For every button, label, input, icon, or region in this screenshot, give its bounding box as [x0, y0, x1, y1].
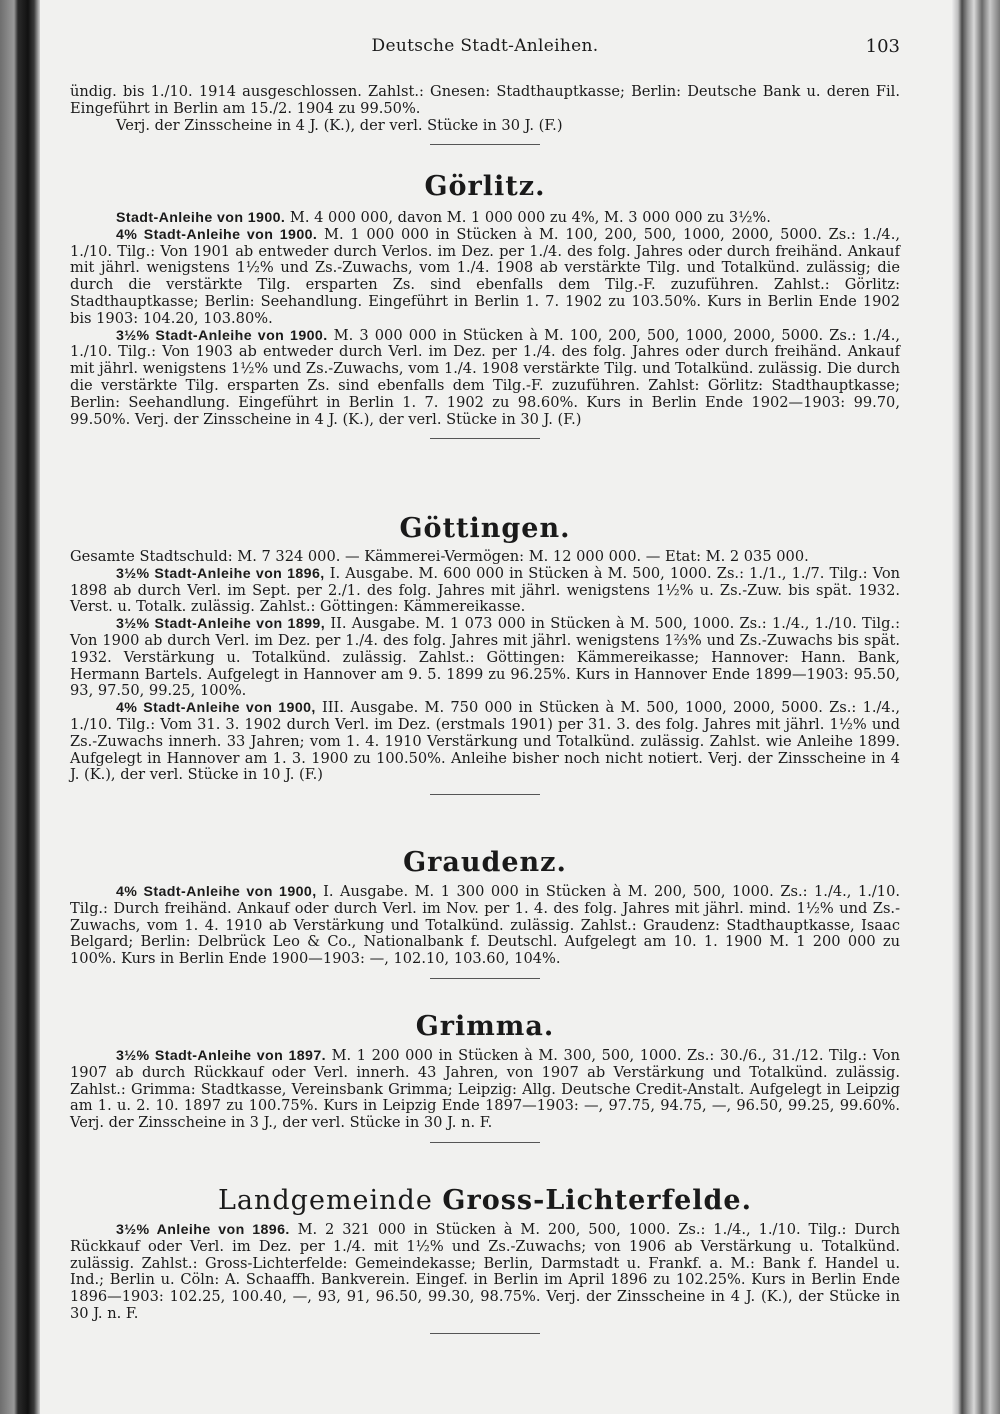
entry-paragraph — [70, 227, 900, 328]
section-divider — [430, 794, 540, 795]
entry-label: 4% Stadt-Anleihe von 1900, — [116, 700, 316, 717]
section-grimma — [70, 1012, 900, 1143]
entry-label: 3½% Stadt-Anleihe von 1899, — [116, 616, 326, 633]
page-number: 103 — [865, 36, 900, 57]
city-heading: Görlitz. — [424, 171, 546, 202]
entry-label: 3½% Stadt-Anleihe von 1896, — [116, 565, 325, 582]
intro-paragraph-2: Verj. der Zinsscheine in 4 J. (K.), der verl. Stücke in 30 J. (F.) — [116, 116, 563, 134]
entry-text: M. 4 000 000, davon M. 1 000 000 zu 4%, M. 3 000 000 zu 3½%. — [285, 209, 771, 226]
entry-text: M. 1 200 000 in Stücken à M. 300, 500, 1000. Zs.: 30./6., 31./12. Tilg.: Von 1907 ab durch Rückkauf oder Verl. innerh. 43 Jahren, von 1907 ab Verstärkung und Totalkünd. zulässig. Zahlst.: Grimma: Stadtkasse, Vereinsbank Grimma; Leipzig: Allg. Deutsche Credit-Anstalt. Aufgelegt in Leipzig am 1. u. 2. 10. 1897 zu 100.75%. Kurs in Leipzig Ende 1897—1903: —, 97.75, 94.75, —, 96.50, 99.25, 99.60%. Verj. der Zinsscheine in 3 J., der verl. Stücke in 30 J. n. F. — [70, 1047, 900, 1132]
city-prefix: Landgemeinde — [217, 1185, 433, 1216]
entry-paragraph — [70, 566, 900, 616]
scan-right-edge — [952, 0, 1000, 1414]
entry-paragraph — [70, 616, 900, 700]
entry-text: M. 2 321 000 in Stücken à M. 200, 500, 1000. Zs.: 1./4., 1./10. Tilg.: Durch Rückkauf oder Verl. im Dez. per 1./4. mit 1½% und Zs.-Zuwachs; von 1906 ab Verstärkung u. Totalkünd. zulässig. Zahlst.: Gross-Lichterfelde: Gemeindekasse; Berlin, Darmstadt u. Frankf. a. M.: Bank f. Handel u. Ind.; Berlin u. Cöln: A. Schaaffh. Bankverein. Eingef. in Berlin im April 1896 zu 102.25%. Kurs in Berlin Ende 1896—1903: 102.25, 100.40, —, 93, 91, 96.50, 99.30, 98.75%. Verj. der Zinsscheine in 4 J. (K.), der Stücke in 30 J. n. F. — [70, 1221, 900, 1322]
scan-left-edge — [0, 0, 40, 1414]
entry-label: 4% Stadt-Anleihe von 1900, — [116, 884, 317, 900]
entry-label: 3½% Stadt-Anleihe von 1900. — [116, 327, 328, 344]
entry-label: 4% Stadt-Anleihe von 1900. — [116, 226, 318, 243]
section-graudenz — [70, 848, 900, 979]
entry-text: M. 1 000 000 in Stücken à M. 100, 200, 500, 1000, 2000, 5000. Zs.: 1./4., 1./10. Tilg.: Von 1901 ab entweder durch Verlos. im Dez. per 1./4. des folg. Jahres oder durch freihänd. Ankauf mit jährl. wenigstens 1½% und Zs.-Zuwachs, vom 1./4. 1908 ab verstärkte Tilg. und Totalkünd. zulässig; die durch die verstärkte Tilg. ersparten Zs. sind ebenfalls dem Tilg.-F. zuzuführen. Zahlst.: Görlitz: Stadthauptkasse; Berlin: Seehandlung. Eingeführt in Berlin 1. 7. 1902 zu 103.50%. Kurs in Berlin Ende 1902 bis 1903: 104.20, 103.80%. — [70, 225, 900, 327]
running-header — [70, 36, 900, 60]
entry-label: 3½% Anleihe von 1896. — [116, 1222, 290, 1238]
intro-paragraph: ündig. bis 1./10. 1914 ausgeschlossen. Zahlst.: Gnesen: Stadthauptkasse; Berlin: Deutsche Bank u. deren Fil. Eingeführt in Berlin am 15./2. 1904 zu 99.50%. — [70, 83, 900, 117]
intro-block — [70, 84, 900, 145]
city-summary: Gesamte Stadtschuld: M. 7 324 000. — Kämmerei-Vermögen: M. 12 000 000. — Etat: M. 2 035 000. — [70, 548, 809, 565]
section-divider — [430, 144, 540, 145]
entry-label: 3½% Stadt-Anleihe von 1897. — [116, 1048, 326, 1064]
entry-paragraph — [70, 1048, 900, 1132]
entry-paragraph — [70, 328, 900, 429]
entry-paragraph — [70, 884, 900, 968]
city-heading: Göttingen. — [399, 513, 571, 544]
entry-paragraph — [70, 1222, 900, 1323]
section-divider — [430, 438, 540, 439]
city-heading — [70, 1186, 900, 1216]
city-heading: Graudenz. — [403, 847, 567, 878]
entry-label: Stadt-Anleihe von 1900. — [116, 210, 286, 226]
section-goettingen — [70, 514, 900, 795]
entry-text: III. Ausgabe. M. 750 000 in Stücken à M. 500, 1000, 2000, 5000. Zs.: 1./4., 1./10. Tilg.: Vom 31. 3. 1902 durch Verl. im Dez. (erstmals 1901) per 31. 3. des folg. Jahres mit jährl. 1½% und Zs.-Zuwachs innerh. 33 Jahren; vom 1. 4. 1910 Verstärkung und Totalkünd. zulässig. Zahlst. wie Anleihe 1899. Aufgelegt in Hannover am 1. 3. 1900 zu 100.50%. Anleihe bisher noch nicht notiert. Verj. der Zinsscheine in 4 J. (K.), der verl. Stücke in 10 J. (F.) — [70, 699, 900, 784]
section-gross-lichterfelde — [70, 1186, 900, 1334]
entry-text: M. 3 000 000 in Stücken à M. 100, 200, 500, 1000, 2000, 5000. Zs.: 1./4., 1./10. Tilg.: Von 1903 ab entweder durch Verl. im Dez. per 1./4. des folg. Jahres oder durch freihänd. Ankauf mit jährl. wenigstens 1½% und Zs.-Zuwachs, vom 1./4. 1908 verstärkte Tilg. und Totalkünd. zulässig. Die durch die verstärkte Tilg. ersparten Zs. sind ebenfalls dem Tilg.-F. zuzuführen. Zahlst: Görlitz: Stadthauptkasse; Berlin: Seehandlung. Eingeführt in Berlin 1. 7. 1902 zu 98.60%. Kurs in Berlin Ende 1902—1903: 99.70, 99.50%. Verj. der Zinsscheine in 4 J. (K.), der verl. Stücke in 30 J. (F.) — [70, 326, 900, 428]
entry-text: I. Ausgabe. M. 1 300 000 in Stücken à M. 200, 500, 1000. Zs.: 1./4., 1./10. Tilg.: Durch freihänd. Ankauf oder durch Verl. im Nov. per 1. 4. des folg. Jahres mit jährl. mind. 1½% und Zs.-Zuwachs, vom 1. 4. 1910 ab Verstärkung und Totalkünd. zulässig. Zahlst.: Graudenz: Stadthauptkasse, Isaac Belgard; Berlin: Delbrück Leo & Co., Nationalbank f. Deutschl. Aufgelegt am 10. 1. 1900 M. 1 200 000 zu 100%. Kurs in Berlin Ende 1900—1903: —, 102.10, 103.60, 104%. — [70, 883, 900, 968]
entry-paragraph — [70, 210, 900, 227]
section-divider — [430, 1142, 540, 1143]
document-page — [40, 0, 952, 1414]
section-divider — [430, 1333, 540, 1334]
entry-text: II. Ausgabe. M. 1 073 000 in Stücken à M. 500, 1000. Zs.: 1./4., 1./10. Tilg.: Von 1900 ab durch Verl. im Dez. per 1./4. des folg. Jahres mit jährl. wenigstens 1⅔% und Zs.-Zuwachs bis spät. 1932. Verstärkung u. Totalkünd. zulässig. Zahlst.: Göttingen: Kämmereikasse; Hannover: Hann. Bank, Hermann Bartels. Aufgelegt in Hannover am 9. 5. 1899 zu 96.25%. Kurs in Hannover Ende 1899—1903: 95.50, 93, 97.50, 99.25, 100%. — [70, 615, 900, 700]
entry-paragraph — [70, 700, 900, 784]
section-divider — [430, 978, 540, 979]
entry-text: I. Ausgabe. M. 600 000 in Stücken à M. 500, 1000. Zs.: 1./1., 1./7. Tilg.: Von 1898 ab durch Verl. im Sept. per 2./1. des folg. Jahres mit jährl. wenigstens 1½% u. Zs.-Zuw. bis spät. 1932. Verst. u. Totalk. zulässig. Zahlst.: Göttingen: Kämmereikasse. — [70, 564, 901, 616]
city-name: Gross-Lichterfelde. — [442, 1185, 753, 1216]
running-title: Deutsche Stadt-Anleihen. — [371, 36, 599, 56]
city-heading: Grimma. — [415, 1011, 555, 1042]
section-goerlitz — [70, 172, 900, 439]
